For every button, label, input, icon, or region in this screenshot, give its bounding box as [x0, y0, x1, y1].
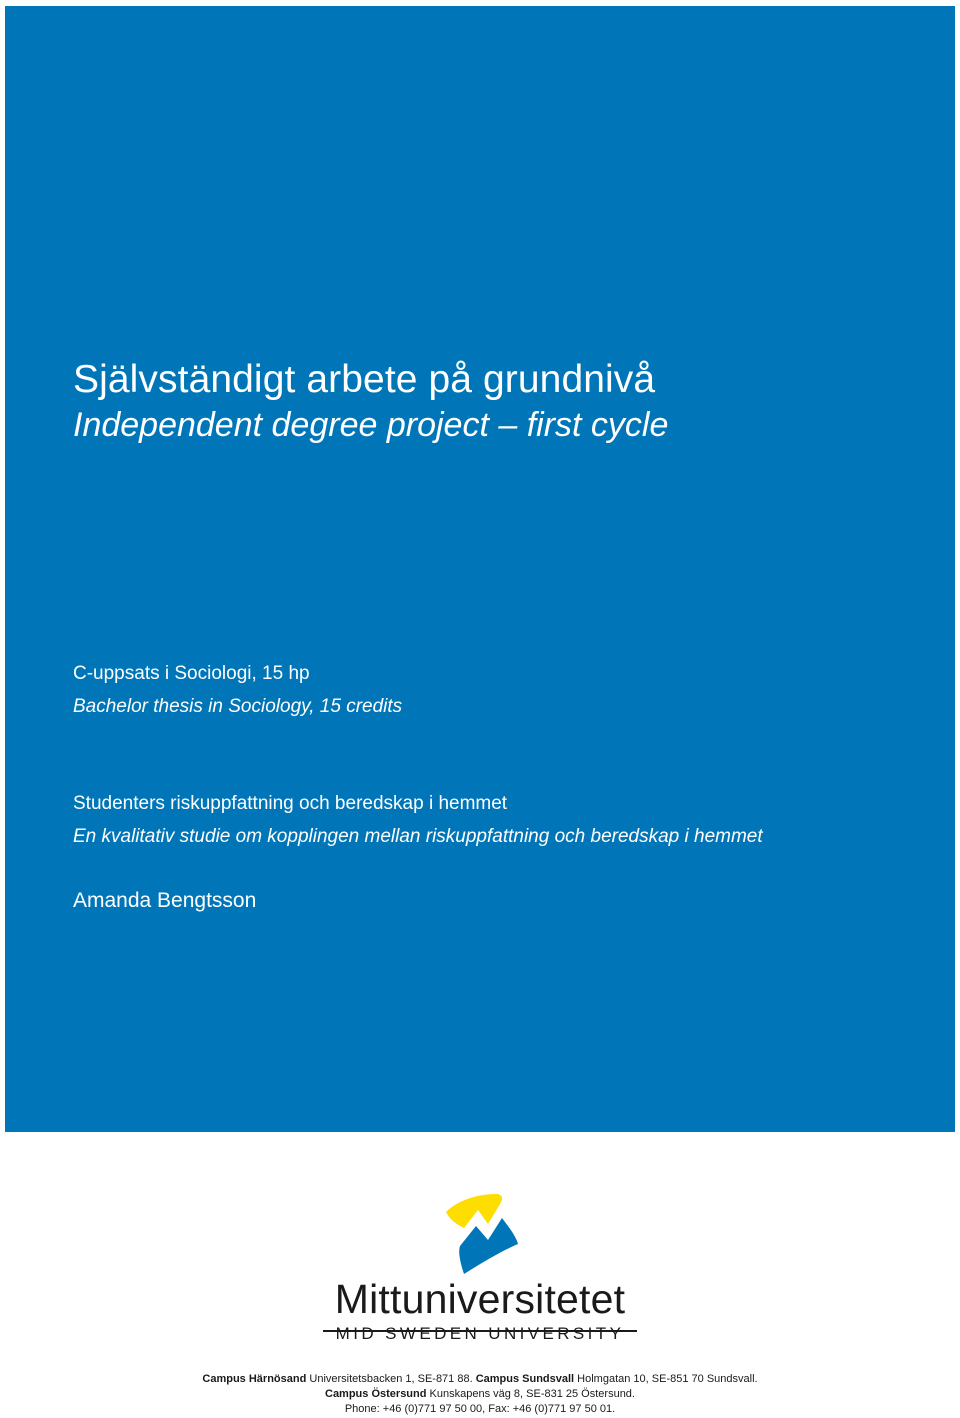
- tagline: MID SWEDEN UNIVERSITY: [335, 1324, 625, 1343]
- footer-contact: Phone: +46 (0)771 97 50 00, Fax: +46 (0)771 97 50 01.: [344, 1403, 616, 1415]
- campus-footer: [0, 1372, 960, 1417]
- campus-harnosand-address: Universitetsbacken 1, SE-871 88.: [306, 1373, 476, 1385]
- footer-line-2: [0, 1387, 960, 1402]
- course-english: Bachelor thesis in Sociology, 15 credits: [73, 696, 403, 717]
- campus-ostersund-address: Kunskapens väg 8, SE-831 25 Östersund.: [426, 1388, 635, 1400]
- title-swedish: Självständigt arbete på grundnivå: [73, 358, 656, 401]
- campus-harnosand-name: Campus Härnösand: [202, 1373, 307, 1385]
- campus-sundsvall-name: Campus Sundsvall: [475, 1373, 575, 1385]
- mid-sweden-university-logo-icon: [442, 1188, 522, 1278]
- campus-sundsvall-address: Holmgatan 10, SE-851 70 Sundsvall.: [574, 1373, 758, 1385]
- thesis-subtitle: En kvalitativ studie om kopplingen mellan riskuppfattning och beredskap i hemmet: [73, 826, 763, 847]
- footer-line-1: [0, 1372, 960, 1387]
- author-name: Amanda Bengtsson: [73, 889, 257, 912]
- campus-ostersund-name: Campus Östersund: [325, 1388, 427, 1400]
- wordmark: Mittuniversitetet: [334, 1276, 626, 1322]
- cover-panel: [5, 6, 955, 1132]
- title-english: Independent degree project – first cycle: [73, 406, 669, 444]
- course-swedish: C-uppsats i Sociologi, 15 hp: [73, 663, 310, 684]
- thesis-title: Studenters riskuppfattning och beredskap i hemmet: [73, 793, 508, 814]
